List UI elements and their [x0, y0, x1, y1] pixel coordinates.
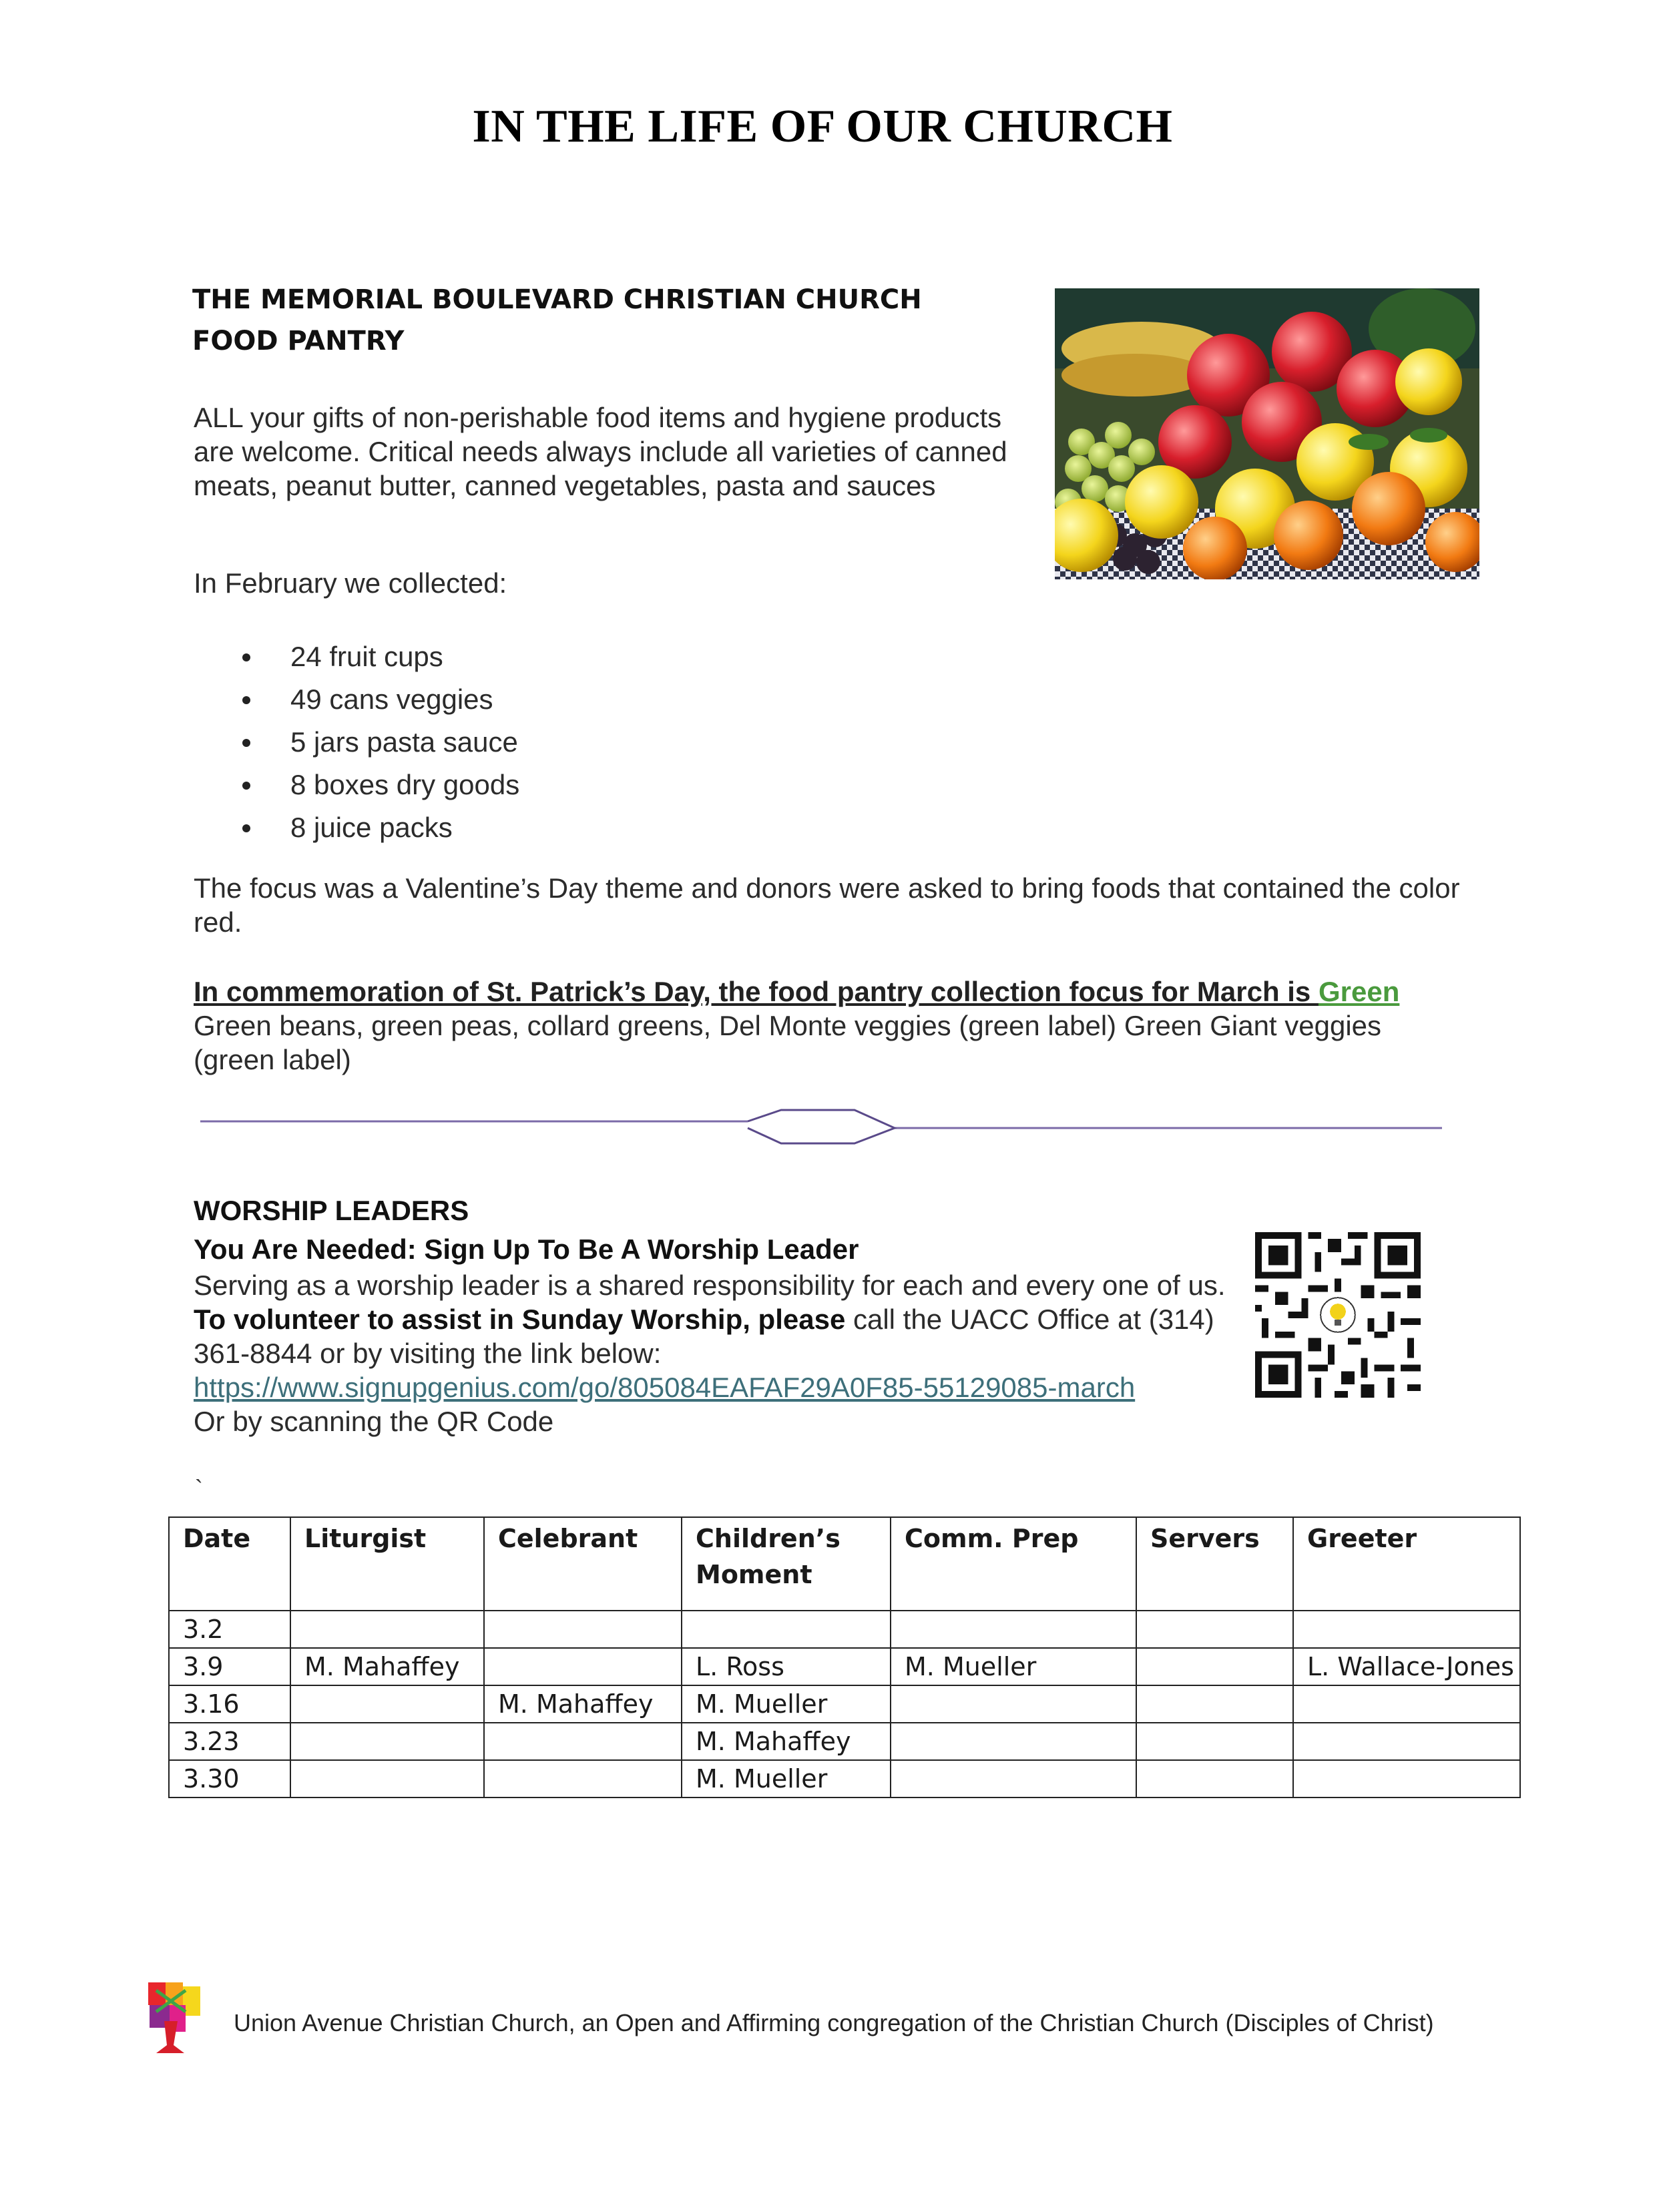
collected-label: In February we collected: [194, 567, 507, 599]
table-row [169, 1723, 1520, 1760]
worship-body-contact: call the UACC Office at (314) 361-8844 or by visiting the link below: [194, 1304, 1214, 1369]
table-cell [1136, 1685, 1293, 1723]
table-cell [682, 1611, 891, 1648]
table-cell [1293, 1760, 1520, 1798]
table-cell [1293, 1611, 1520, 1648]
table-cell: 3.9 [169, 1648, 290, 1685]
table-cell: M. Mueller [682, 1760, 891, 1798]
table-cell [891, 1685, 1136, 1723]
table-cell [1293, 1723, 1520, 1760]
table-row [169, 1760, 1520, 1798]
footer-text: Union Avenue Christian Church, an Open and Affirming congregation of the Christian Church (Disciples of Christ) [234, 2009, 1434, 2036]
table-cell [1136, 1760, 1293, 1798]
table-cell: M. Mueller [891, 1648, 1136, 1685]
qr-instruction: Or by scanning the QR Code [194, 1406, 554, 1437]
march-focus-items: Green beans, green peas, collard greens, Del Monte veggies (green label) Green Giant veggies (green label) [194, 1010, 1382, 1075]
list-item: 24 fruit cups [194, 635, 519, 678]
table-cell: L. Ross [682, 1648, 891, 1685]
worship-body-bold: To volunteer to assist in Sunday Worship, please [194, 1304, 853, 1335]
collected-items-list [194, 635, 519, 849]
table-cell: 3.23 [169, 1723, 290, 1760]
signup-qr-code[interactable] [1255, 1231, 1421, 1398]
column-header-childrens-moment: Children’s Moment [682, 1517, 891, 1611]
worship-schedule-table [168, 1516, 1521, 1798]
list-item: 5 jars pasta sauce [194, 721, 519, 764]
march-focus-lead: In commemoration of St. Patrick’s Day, the food pantry collection focus for March is [194, 976, 1319, 1007]
chalice-logo [147, 1981, 203, 2056]
food-pantry-heading-line2: FOOD PANTRY [192, 326, 405, 356]
signup-link[interactable]: https://www.signupgenius.com/go/805084EAFAF29A0F85-55129085-march [194, 1372, 1136, 1403]
column-header-celebrant: Celebrant [484, 1517, 682, 1611]
column-header-liturgist: Liturgist [290, 1517, 484, 1611]
list-item: 8 boxes dry goods [194, 764, 519, 806]
table-cell [290, 1685, 484, 1723]
table-cell [891, 1723, 1136, 1760]
table-cell [891, 1760, 1136, 1798]
table-cell [1293, 1685, 1520, 1723]
worship-body-text: Serving as a worship leader is a shared responsibility for each and every one of us. [194, 1270, 1226, 1301]
table-cell: L. Wallace-Jones [1293, 1648, 1520, 1685]
table-header-row [169, 1517, 1520, 1611]
march-focus [194, 975, 1449, 1077]
table-cell: M. Mahaffey [484, 1685, 682, 1723]
page-title: IN THE LIFE OF OUR CHURCH [472, 101, 1173, 152]
table-cell [484, 1648, 682, 1685]
table-cell [484, 1723, 682, 1760]
column-header-comm-prep: Comm. Prep [891, 1517, 1136, 1611]
worship-leaders-heading: WORSHIP LEADERS [194, 1195, 469, 1226]
food-pantry-intro: ALL your gifts of non-perishable food items and hygiene products are welcome. Critical needs always include all varieties of canned meats, peanut butter, canned vegetables, pasta and sauces [194, 402, 1007, 501]
march-focus-color: Green [1318, 976, 1400, 1007]
table-cell [891, 1611, 1136, 1648]
table-cell [1136, 1648, 1293, 1685]
column-header-date: Date [169, 1517, 290, 1611]
table-cell [290, 1760, 484, 1798]
table-cell [290, 1611, 484, 1648]
column-header-servers: Servers [1136, 1517, 1293, 1611]
table-cell: 3.2 [169, 1611, 290, 1648]
valentine-focus-text: The focus was a Valentine’s Day theme and donors were asked to bring foods that contained the color red. [194, 872, 1460, 938]
table-cell [290, 1723, 484, 1760]
section-divider [200, 1105, 1442, 1151]
food-pantry-heading [192, 279, 922, 362]
list-item: 8 juice packs [194, 806, 519, 849]
table-cell: M. Mahaffey [682, 1723, 891, 1760]
table-cell [1136, 1723, 1293, 1760]
worship-leaders-body [194, 1268, 1235, 1438]
table-cell [484, 1611, 682, 1648]
table-cell [484, 1760, 682, 1798]
stray-mark: ` [195, 1475, 203, 1502]
table-cell: 3.30 [169, 1760, 290, 1798]
food-pantry-heading-line1: THE MEMORIAL BOULEVARD CHRISTIAN CHURCH [192, 284, 922, 315]
table-cell: M. Mueller [682, 1685, 891, 1723]
table-cell: M. Mahaffey [290, 1648, 484, 1685]
worship-leaders-subheading: You Are Needed: Sign Up To Be A Worship Leader [194, 1233, 859, 1265]
column-header-greeter: Greeter [1293, 1517, 1520, 1611]
fruit-photo [1055, 288, 1479, 579]
table-cell [1136, 1611, 1293, 1648]
table-row [169, 1685, 1520, 1723]
table-cell: 3.16 [169, 1685, 290, 1723]
table-row [169, 1648, 1520, 1685]
list-item: 49 cans veggies [194, 678, 519, 721]
table-row [169, 1611, 1520, 1648]
